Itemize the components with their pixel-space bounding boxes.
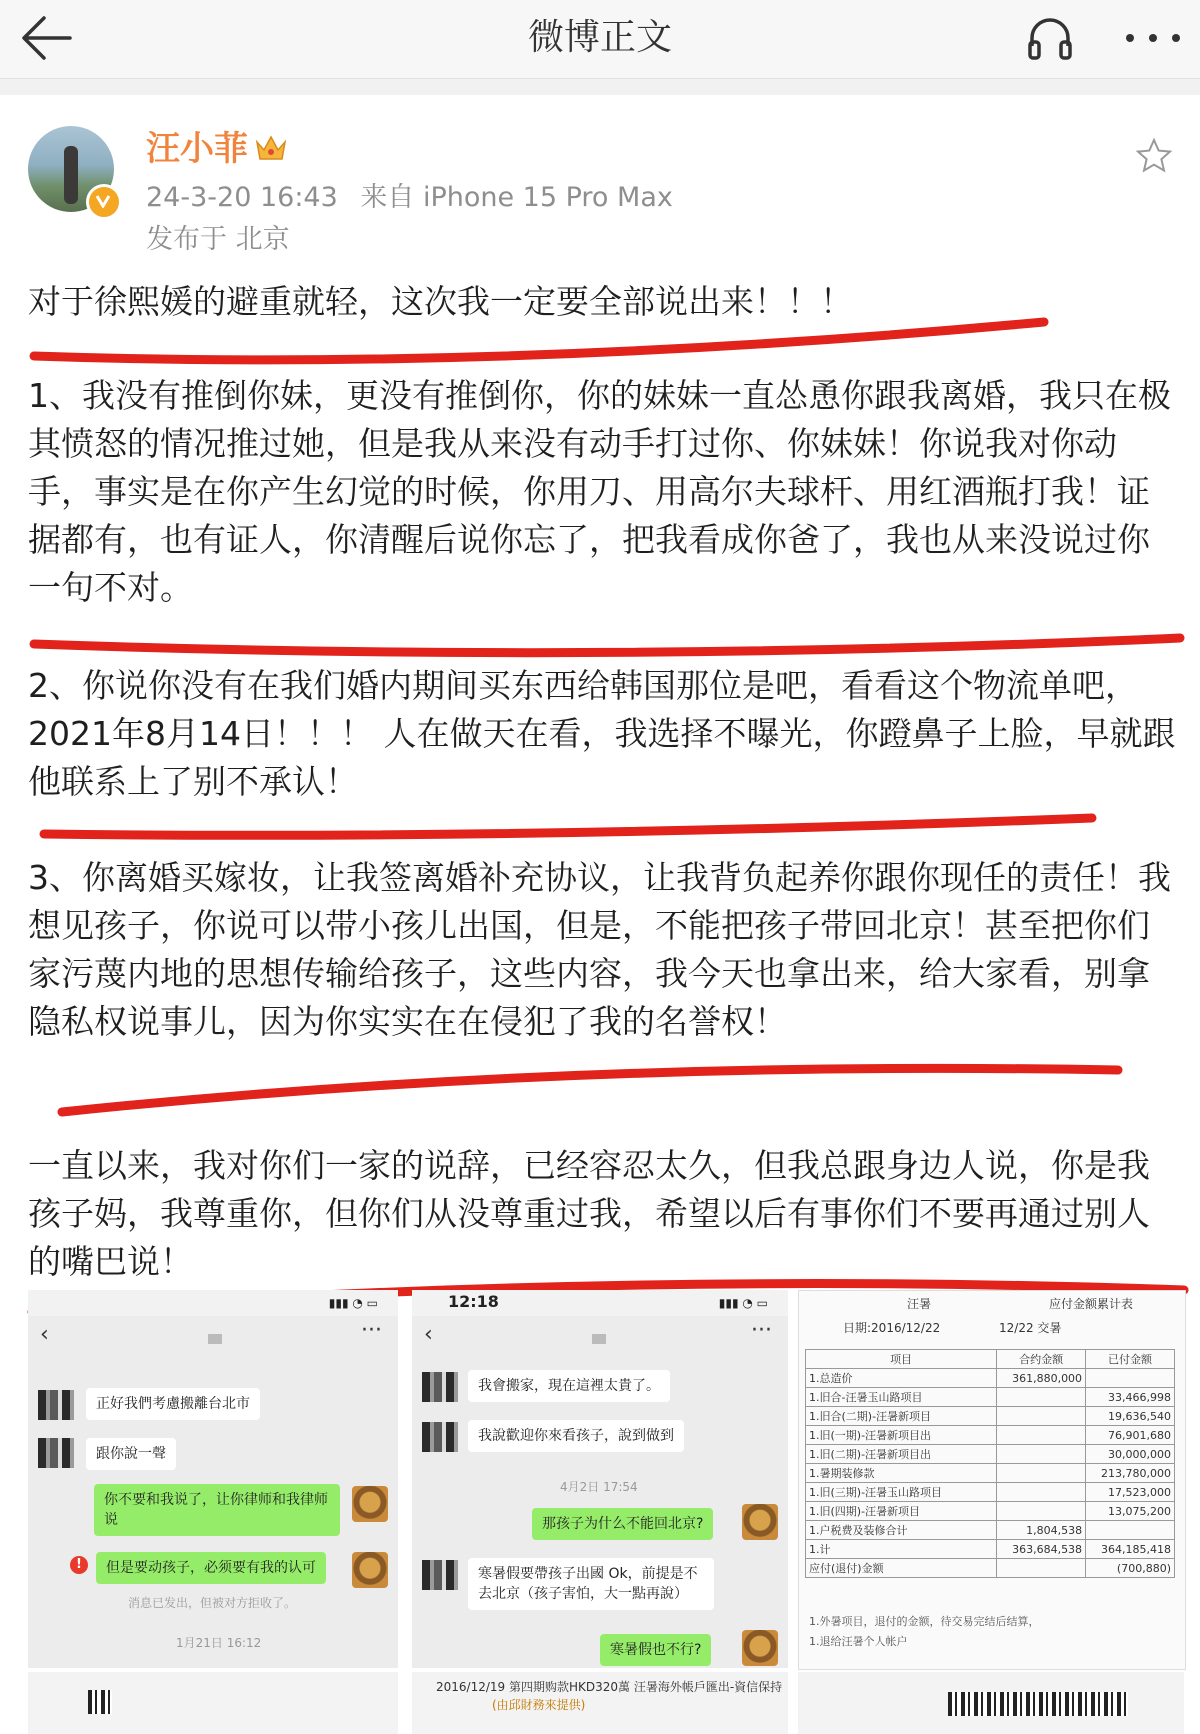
row-paid: 13,075,200 — [1086, 1502, 1175, 1521]
table-row — [806, 1407, 1175, 1426]
post-paragraph-1: 1、我没有推倒你妹，更没有推倒你，你的妹妹一直怂恿你跟我离婚，我只在极其愤怒的情况推过她，但是我从来没有动手打过你、你妹妹！你说我对你动手，事实是在你产生幻觉的时候，你用刀、用高尔夫球杆、用红酒瓶打我！证据都有，也有证人，你清醒后说你忘了，把我看成你爸了，我也从来没说过你一句不对。 — [28, 376, 1171, 607]
doc-date-left: 日期:2016/12/22 — [843, 1321, 941, 1335]
table-row — [806, 1540, 1175, 1559]
table-row — [806, 1388, 1175, 1407]
post-time: 24-3-20 16:43 — [146, 182, 338, 213]
col-header-paid: 已付金额 — [1086, 1350, 1175, 1369]
chat-nav — [28, 1320, 398, 1356]
chat-message-self: 你不要和我说了，让你律师和我律师说 — [94, 1484, 340, 1536]
red-underline-4 — [62, 1068, 1118, 1112]
red-underline-1 — [34, 322, 1044, 360]
row-item: 1.暑期装修款 — [806, 1464, 997, 1483]
table-row — [806, 1559, 1175, 1578]
author-name[interactable]: 汪小菲 — [146, 129, 248, 169]
row-paid: 33,466,998 — [1086, 1388, 1175, 1407]
row-item: 1.旧(二期)-汪暑新项目出 — [806, 1445, 997, 1464]
chat-back-icon: ‹ — [424, 1322, 433, 1347]
blurred-contact-name — [208, 1334, 222, 1344]
status-bar — [412, 1290, 788, 1316]
row-contract — [997, 1464, 1086, 1483]
row-item: 1.户税费及装修合计 — [806, 1521, 997, 1540]
post-paragraph-2: 2、你说你没有在我们婚内期间买东西给韩国那位是吧，看看这个物流单吧，2021年8月14日！！！ 人在做天在看，我选择不曝光，你蹬鼻子上脸，早就跟他联系上了别不承认！ — [28, 666, 1176, 801]
chat-message: 跟你說一聲 — [86, 1438, 176, 1470]
row-paid: 364,185,418 — [1086, 1540, 1175, 1559]
doc-header-right: 应付金额累计表 — [1049, 1297, 1134, 1311]
contact-avatar-pixelated — [38, 1438, 74, 1468]
signal-wifi-battery-icon: ▮▮▮ ◔ ▭ — [328, 1296, 378, 1310]
row-item: 1.旧(三期)-汪暑玉山路项目 — [806, 1483, 997, 1502]
chat-message: 我會搬家，現在這裡太貴了。 — [468, 1370, 670, 1402]
page-title: 微博正文 — [527, 17, 672, 58]
send-failed-icon: ! — [70, 1556, 88, 1574]
row-contract — [997, 1407, 1086, 1426]
table-row — [806, 1445, 1175, 1464]
chat-date: 1月21日 16:12 — [176, 1636, 262, 1650]
red-underline-3 — [44, 818, 1092, 835]
favorite-star-icon[interactable] — [1134, 136, 1174, 176]
chat-screenshot-2[interactable] — [412, 1290, 788, 1668]
table-row — [806, 1483, 1175, 1502]
doc-footnote-2: 1.退给汪暑个人帐户 — [809, 1635, 908, 1648]
col-header-contract: 合约金额 — [997, 1350, 1086, 1369]
row-item: 1.旧合-汪暑玉山路项目 — [806, 1388, 997, 1407]
more-options-icon[interactable] — [1118, 8, 1188, 68]
post-location: 发布于 北京 — [146, 224, 290, 255]
chat-back-icon: ‹ — [40, 1322, 49, 1347]
row-contract — [997, 1559, 1086, 1578]
row-contract: 363,684,538 — [997, 1540, 1086, 1559]
row-item: 1.旧(四期)-汪暑新项目 — [806, 1502, 997, 1521]
row-item: 1.计 — [806, 1540, 997, 1559]
doc-date-right: 12/22 交暑 — [999, 1321, 1062, 1335]
contact-avatar-pixelated — [38, 1390, 74, 1420]
row-item: 1.旧(一期)-汪暑新项目出 — [806, 1426, 997, 1445]
table-row — [806, 1521, 1175, 1540]
row-contract — [997, 1502, 1086, 1521]
chat-message: 我說歡迎你來看孩子，說到做到 — [468, 1420, 684, 1452]
status-time: 12:18 — [448, 1292, 499, 1311]
post-paragraph-intro: 对于徐熙媛的避重就轻，这次我一定要全部说出来！！！ — [28, 282, 853, 321]
barcode-graphic — [88, 1690, 112, 1714]
financial-document-screenshot[interactable] — [798, 1290, 1186, 1670]
row-item: 1.总造价 — [806, 1369, 997, 1388]
row-contract — [997, 1483, 1086, 1502]
crown-icon — [254, 132, 288, 164]
row-item: 1.旧合(二期)-汪暑新项目 — [806, 1407, 997, 1426]
self-avatar — [352, 1552, 388, 1588]
row-paid: 17,523,000 — [1086, 1483, 1175, 1502]
contact-avatar-pixelated — [422, 1422, 458, 1452]
status-bar — [28, 1290, 398, 1316]
bottom-image-strip-3 — [798, 1672, 1184, 1734]
payment-table — [805, 1349, 1175, 1578]
chat-nav — [412, 1320, 788, 1356]
self-avatar — [742, 1630, 778, 1666]
col-header-item: 项目 — [806, 1350, 997, 1369]
chat-message-self: 那孩子为什么不能回北京? — [532, 1508, 713, 1540]
post-meta — [146, 178, 673, 218]
post-source: 来自 iPhone 15 Pro Max — [360, 182, 673, 213]
row-paid — [1086, 1369, 1175, 1388]
barcode-graphic — [948, 1692, 1128, 1716]
doc-footnote-1: 1.外暑项目，退付的金额，待交易完结后结算， — [809, 1615, 1040, 1628]
row-contract: 1,804,538 — [997, 1521, 1086, 1540]
post-paragraph-4: 一直以来，我对你们一家的说辞，已经容忍太久，但我总跟身边人说，你是我孩子妈，我尊重你，但你们从没尊重过我，希望以后有事你们不要再通过别人的嘴巴说！ — [28, 1146, 1150, 1281]
row-paid: 30,000,000 — [1086, 1445, 1175, 1464]
blurred-contact-name — [592, 1334, 606, 1344]
bottom-image-strip-2 — [412, 1672, 788, 1734]
table-row — [806, 1369, 1175, 1388]
system-notice: 消息已发出，但被对方拒收了。 — [128, 1596, 297, 1610]
chat-message: 寒暑假要帶孩子出國 Ok，前提是不去北京（孩子害怕，大一點再說） — [468, 1558, 714, 1610]
row-item: 应付(退付)金额 — [806, 1559, 997, 1578]
verified-badge-icon — [86, 184, 122, 220]
red-underline-2 — [34, 638, 1180, 653]
row-paid — [1086, 1521, 1175, 1540]
chat-more-icon: ··· — [361, 1318, 382, 1343]
doc-header-left: 汪暑 — [907, 1297, 932, 1311]
table-header-row — [806, 1350, 1175, 1369]
row-paid: 213,780,000 — [1086, 1464, 1175, 1483]
chat-date: 4月2日 17:54 — [560, 1480, 638, 1494]
table-row — [806, 1464, 1175, 1483]
chat-message-self: 寒暑假也不行? — [600, 1634, 711, 1666]
headphone-icon[interactable] — [1020, 8, 1080, 68]
table-row — [806, 1502, 1175, 1521]
chat-message-self: 但是要动孩子，必须要有我的认可 — [96, 1552, 326, 1584]
table-row — [806, 1426, 1175, 1445]
section-separator — [0, 79, 1200, 95]
row-paid: 19,636,540 — [1086, 1407, 1175, 1426]
signal-wifi-battery-icon: ▮▮▮ ◔ ▭ — [718, 1296, 768, 1310]
post-paragraph-3: 3、你离婚买嫁妆，让我签离婚补充协议，让我背负起养你跟你现任的责任！我想见孩子，你说可以带小孩儿出国，但是，不能把孩子带回北京！甚至把你们家污蔑内地的思想传输给孩子，这些内容，我今天也拿出来，给大家看，别拿隐私权说事儿，因为你实实在在侵犯了我的名誉权！ — [28, 858, 1171, 1041]
chat-screenshot-1[interactable] — [28, 1290, 398, 1668]
transfer-record-text: 2016/12/19 第四期购款HKD320萬 汪暑海外帳戶匯出-資信保持 — [436, 1680, 783, 1694]
bottom-image-strip-1 — [28, 1672, 398, 1734]
row-contract — [997, 1426, 1086, 1445]
row-contract: 361,880,000 — [997, 1369, 1086, 1388]
top-nav-bar — [0, 0, 1200, 79]
chat-message: 正好我們考慮搬離台北市 — [86, 1388, 260, 1420]
row-contract — [997, 1445, 1086, 1464]
chat-more-icon: ··· — [751, 1318, 772, 1343]
transfer-record-note: (由邱財務來提供) — [492, 1698, 586, 1712]
self-avatar — [352, 1486, 388, 1522]
row-paid: (700,880) — [1086, 1559, 1175, 1578]
row-contract — [997, 1388, 1086, 1407]
self-avatar — [742, 1504, 778, 1540]
row-paid: 76,901,680 — [1086, 1426, 1175, 1445]
avatar-figure — [64, 146, 78, 204]
contact-avatar-pixelated — [422, 1560, 458, 1590]
contact-avatar-pixelated — [422, 1372, 458, 1402]
